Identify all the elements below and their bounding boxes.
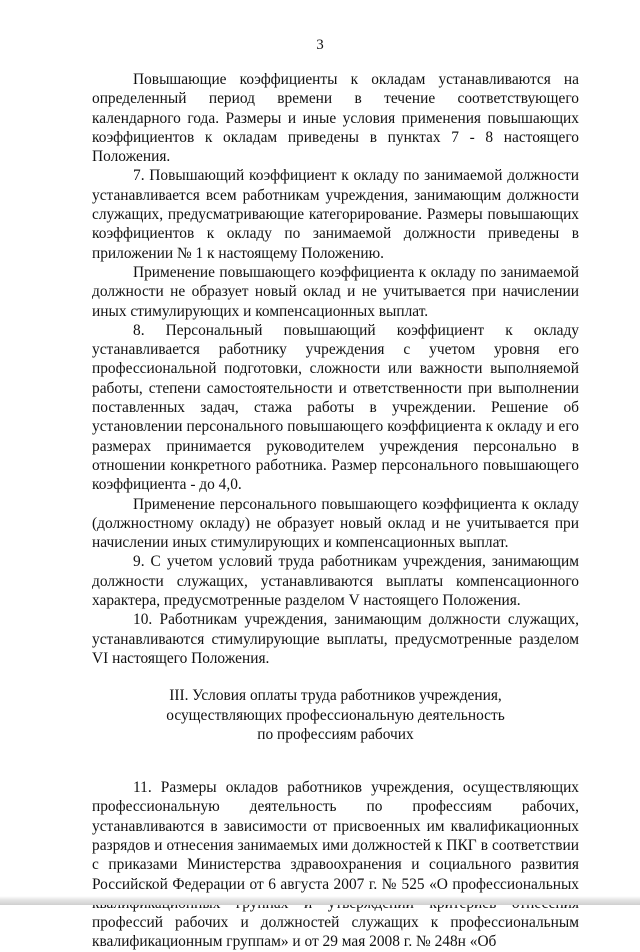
paragraph-item-11: 11. Размеры окладов работников учреждения, осуществляющих профессиональную деятельность по профессиям рабочих, устанавливаются в зависимости от присвоенных им квалификационных разрядов и отнесения занимаемых ими должностей к ПКГ в соответствии с приказами Министерства здравоохранения и социального развития Российской Федерации от 6 августа 2007 г. № 525 «О профессиональных профессий рабочих и должностей служащих к профессиональным квалификационным группам» и от 29 мая 2008 г. № 248н «Об (92, 779, 579, 951)
section-heading-iii (92, 686, 579, 744)
scan-bottom-edge (0, 896, 640, 905)
section-heading-line: осуществляющих профессиональную деятельность (166, 706, 505, 724)
paragraph-item-8-note: Применение персонального повышающего коэффициента к окладу (должностному окладу) не образует новый оклад и не учитывается при начислении иных стимулирующих и компенсационных выплат. (92, 495, 579, 552)
paragraph-item-9: 9. С учетом условий труда работникам учреждения, занимающим должности служащих, устанавливаются выплаты компенсационного характера, предусмотренные разделом V настоящего Положения. (92, 553, 579, 610)
paragraph-coefficients-period: Повышающие коэффициенты к окладам устанавливаются на определенный период времени в течение соответствующего календарного года. Размеры и иные условия применения повышающих коэффициентов к окладам приведены в пунктах 7 - 8 настоящего Положения. (92, 71, 579, 166)
document-body (92, 70, 579, 952)
section-heading-line: по профессиям рабочих (257, 725, 414, 743)
paragraph-item-7: 7. Повышающий коэффициент к окладу по занимаемой должности устанавливается всем работникам учреждения, занимающим должности служащих, предусматривающие категорирование. Размеры повышающих коэффициентов к окладу по занимаемой должности приведены в приложении № 1 к настоящему Положению. (92, 167, 579, 262)
paragraph-item-8: 8. Персональный повышающий коэффициент к окладу устанавливается работнику учреждения с учетом уровня его профессиональной подготовки, сложности или важности выполняемой работы, степени самостоятельности и ответственности при выполнении поставленных задач, стажа работы в учреждении. Решение об установлении персонального повышающего коэффициента к окладу и его размерах принимается руководителем учреждения персонально в отношении конкретного работника. Размер персонального повышающего коэффициента - до 4,0. (92, 321, 579, 494)
paragraph-item-10: 10. Работникам учреждения, занимающим должности служащих, устанавливаются стимулирующие выплаты, предусмотренные разделом VI настоящего Положения. (92, 611, 579, 667)
paragraph-item-7-note: Применение повышающего коэффициента к окладу по занимаемой должности не образует новый оклад и не учитывается при начислении иных стимулирующих и компенсационных выплат. (92, 263, 579, 320)
section-heading-line: III. Условия оплаты труда работников учреждения, (169, 687, 502, 705)
page-number: 3 (316, 37, 324, 53)
